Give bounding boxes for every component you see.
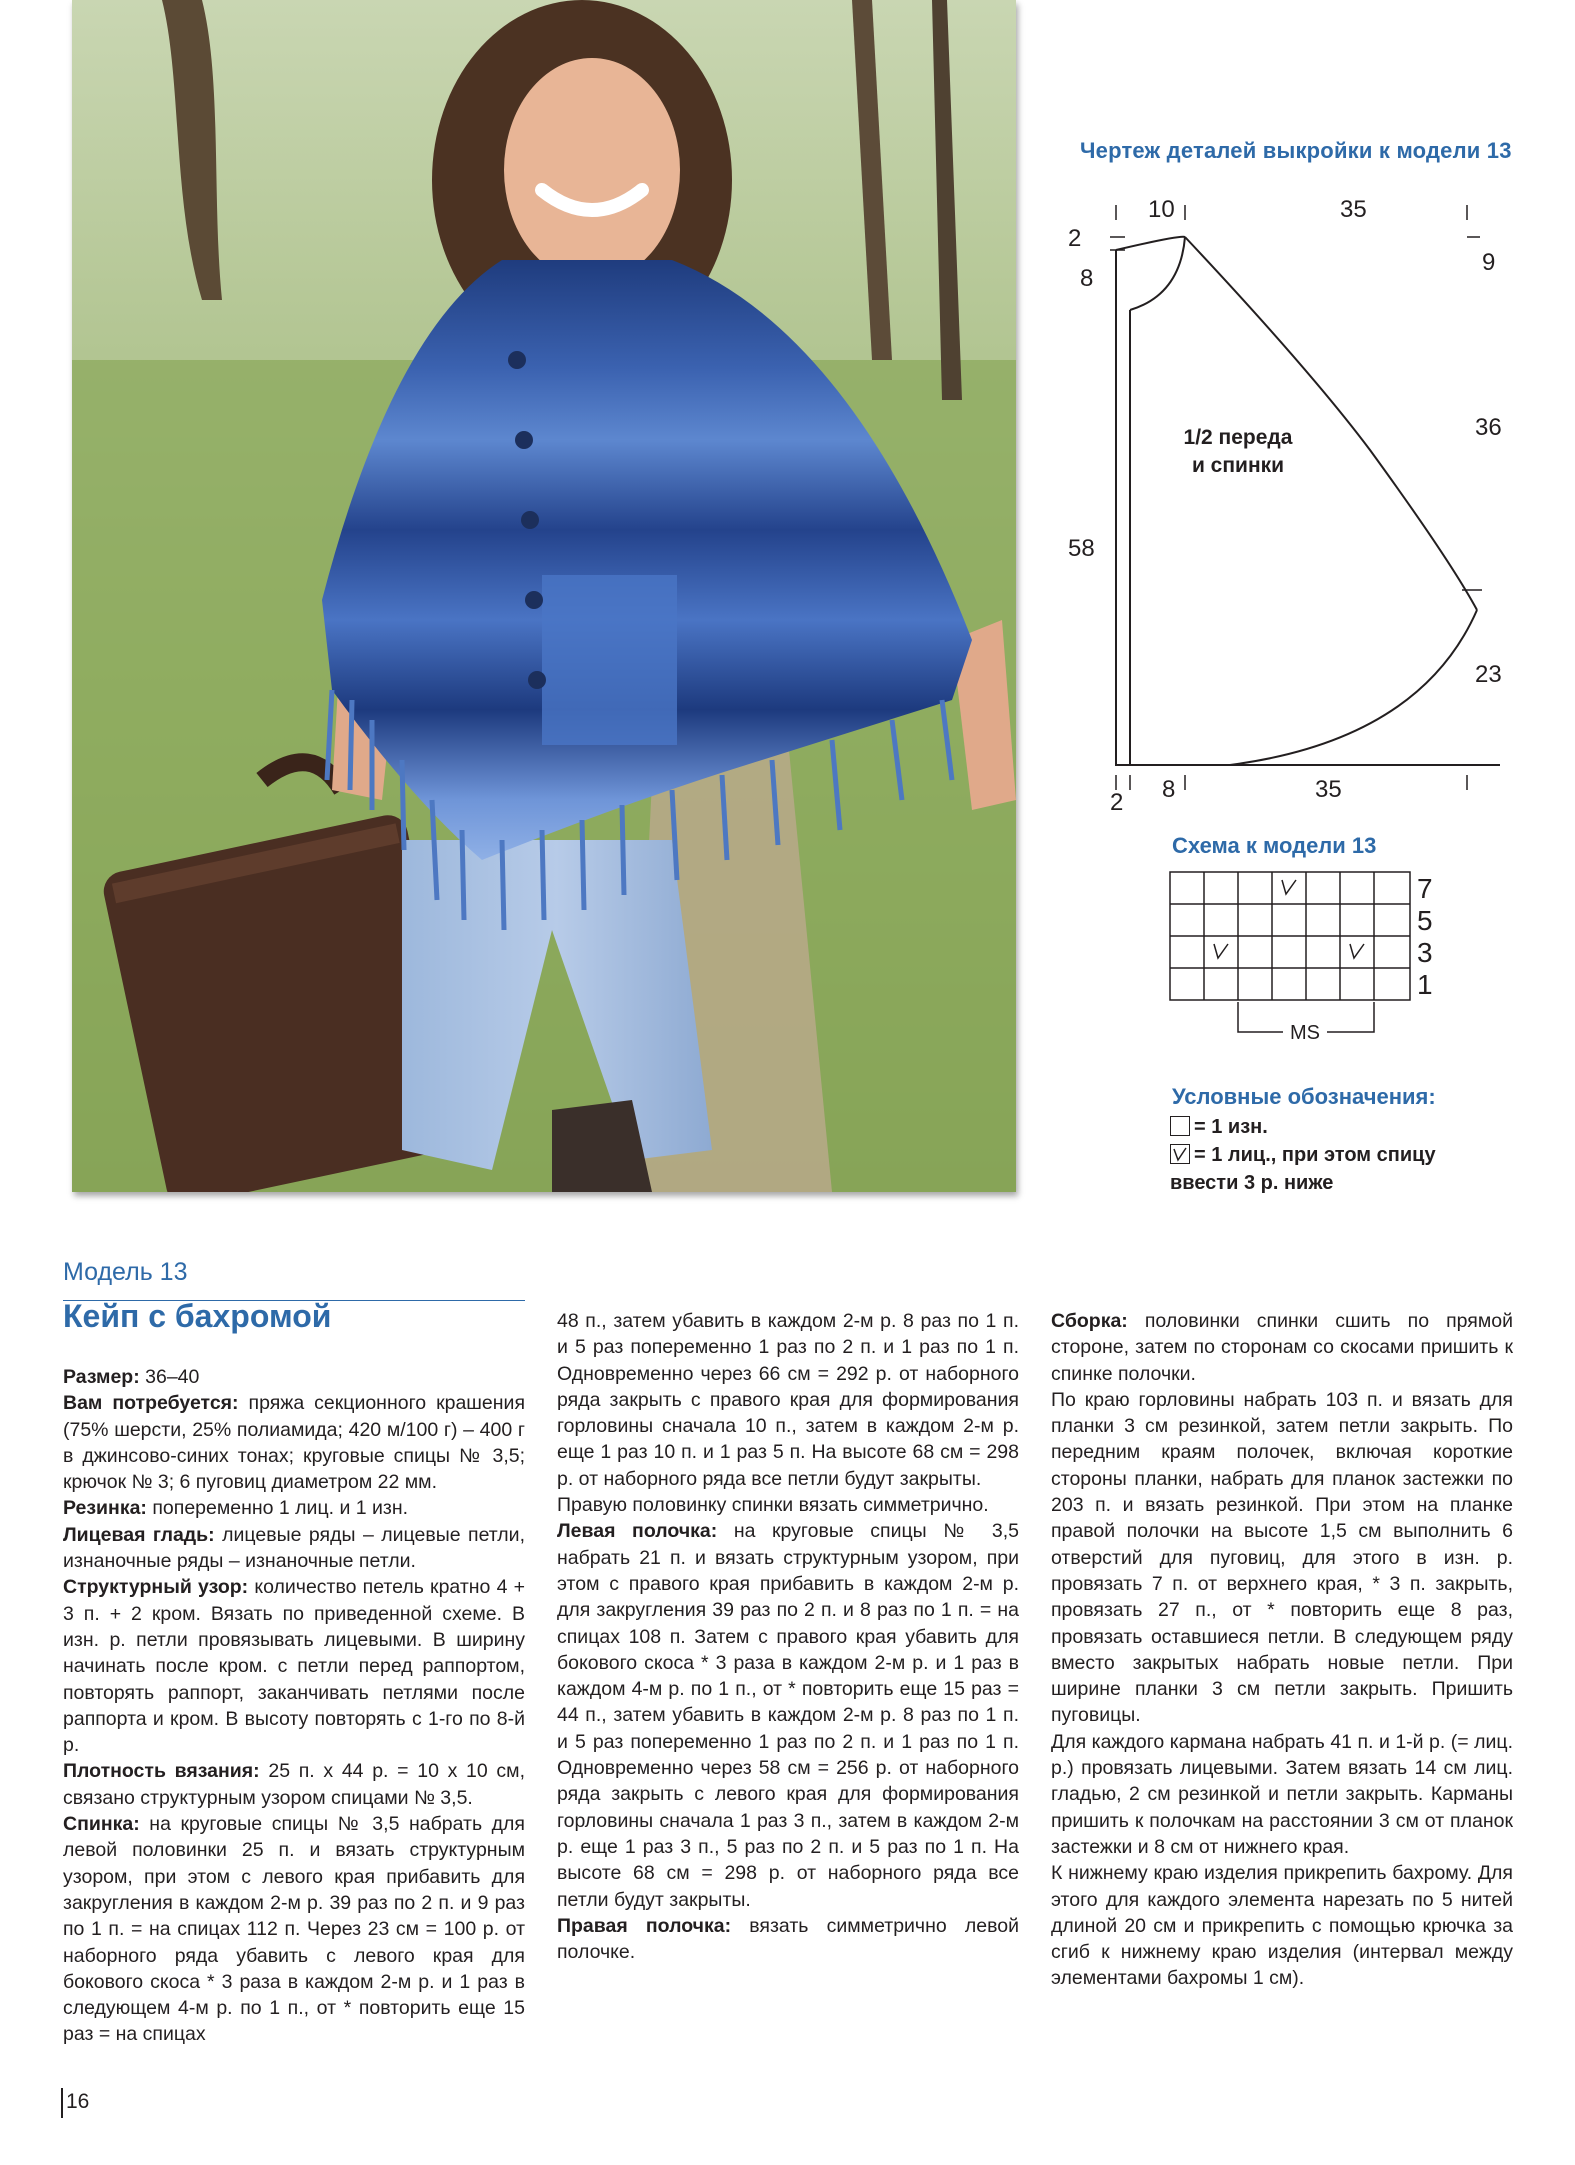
- legend-title: Условные обозначения:: [1172, 1084, 1436, 1109]
- text-column-1: [63, 1364, 525, 2048]
- paragraph: Сборка: половинки спинки сшить по прямой стороне, затем по сторонам со скосами пришить к спинке полочки.: [1051, 1310, 1513, 1385]
- paragraph: Правую половинку спинки вязать симметрично.: [557, 1494, 989, 1517]
- piece-label-2: и спинки: [1191, 454, 1285, 477]
- paragraph: Плотность вязания: 25 п. х 44 р. = 10 х 10 см, связано структурным узором спицами № 3,5.: [63, 1760, 525, 1809]
- model-photo: [72, 0, 1016, 1192]
- dim-left-a: 2: [1068, 225, 1082, 252]
- dim-left-total: 58: [1068, 535, 1095, 562]
- paragraph: Лицевая гладь: лицевые ряды – лицевые петли, изнаночные ряды – изнаночные петли.: [63, 1523, 525, 1573]
- stitch-schema: [1165, 862, 1455, 1057]
- paragraph: Вам потребуется: пряжа секционного крашения (75% шерсти, 25% полиамида; 420 м/100 г) – 400 г в джинсово-синих тонах; круговые спицы № 3,5; крючок № 3; 6 пуговиц диаметром 22 мм.: [63, 1392, 526, 1494]
- paragraph: 48 п., затем убавить в каждом 2-м р. 8 раз по 1 п. и 5 раз попеременно 1 раз по 2 п. и 1 раз по 1 п. Одновременно через 66 см = 292 р. от наборного ряда закрыть с правого края для формирования горловины сначала 10 п., затем в каждом 2-м р. еще 1 раз 10 п. и 1 раз 5 п. На высоте 68 см = 298 р. от наборного ряда все петли будут закрыты.: [557, 1310, 1019, 1490]
- schema-repeat-label: MS: [1290, 1022, 1320, 1044]
- dim-right-low: 23: [1475, 661, 1502, 688]
- purl-symbol-icon: [1170, 1116, 1190, 1136]
- dim-left-b: 8: [1080, 265, 1094, 292]
- dim-neck: 10: [1148, 196, 1175, 223]
- paragraph: Левая полочка: на круговые спицы № 3,5 набрать 21 п. и вязать структурным узором, при этом с правого края прибавить в каждом 2-м р. для закругления 39 раз по 2 п. и 8 раз по 1 п. = на спицах 108 п. Затем с правого края убавить для бокового скоса * 3 раза в каждом 2-м р. и 1 раз в каждом 4-м р. по 1 п., от * повторить еще 15 раз = 44 п., затем убавить в каждом 2-м р. 8 раз по 1 п. и 5 раз попеременно 1 раз по 2 п. и 1 раз по 1 п. Одновременно через 58 см = 256 р. от наборного ряда закрыть с левого края для формирования горловины сначала 1 раз 3 п., затем в каждом 2-м р. еще 1 раз 3 п., 5 раз по 2 п. и 5 раз по 1 п. На высоте 68 см = 298 р. от наборного ряда все петли будут закрыты.: [557, 1520, 1019, 1911]
- page-number-bar: [61, 2088, 63, 2118]
- knit-below-symbol-icon: [1170, 1144, 1190, 1164]
- paragraph: К нижнему краю изделия прикрепить бахрому. Для этого для каждого элемента нарезать по 5 нитей длиной 20 см и прикрепить с помощью крючка за сгиб к нижнему краю изделия (интервал между элементами бахромы 1 см).: [1051, 1862, 1513, 1990]
- schema-row-7: 7: [1417, 873, 1433, 904]
- paragraph: Размер: 36–40: [63, 1366, 200, 1388]
- dim-bottom-c: 35: [1315, 776, 1342, 803]
- schema-row-1: 1: [1417, 969, 1433, 1000]
- legend-knit-below-2: ввести 3 р. ниже: [1170, 1172, 1334, 1194]
- legend-knit-below: = 1 лиц., при этом спицу: [1170, 1144, 1436, 1167]
- paragraph: Спинка: на круговые спицы № 3,5 набрать для левой половинки 25 п. и вязать структурным узором, при этом с левого края прибавить для закругления в каждом 2-м р. 39 раз по 2 п. и 9 раз по 1 п. = на спицах 112 п. Через 23 см = 100 р. от наборного ряда убавить с левого края для бокового скоса * 3 раза в каждом 2-м р. и 1 раз в следующем 4-м р. по 1 п., от * повторить еще 15 раз = на спицах: [63, 1813, 525, 2046]
- paragraph: Структурный узор: количество петель кратно 4 + 3 п. + 2 кром. Вязать по приведенной схеме. В изн. р. петли провязывать лицевыми. В ширину начинать после кром. с петли перед раппортом, повторять раппорт, заканчивать петлями после раппорта и кром. В высоту повторять с 1-го по 8-й р.: [63, 1576, 525, 1757]
- model-label: Модель 13: [63, 1258, 188, 1286]
- paragraph: Резинка: попеременно 1 лиц. и 1 изн.: [63, 1497, 409, 1520]
- legend-purl: = 1 изн.: [1170, 1116, 1268, 1139]
- page-number: 16: [66, 2090, 90, 2113]
- dim-bottom-b: 8: [1162, 776, 1176, 803]
- text-column-3: [1051, 1308, 1513, 1992]
- dim-right-top: 9: [1482, 249, 1496, 276]
- paragraph: По краю горловины набрать 103 п. и вязать для планки 3 см резинкой, затем петли закрыть. По передним краям полочек, включая короткие стороны планки, набрать для планок застежки по 203 п. и вязать резинкой. При этом на планке правой полочки на высоте 1,5 см выполнить 6 отверстий для пуговиц, для этого в изн. р. провязать 7 п. от верхнего края, * 3 п. закрыть, провязать 27 п., от * повторить еще 8 раз, провязать оставшиеся петли. В следующем ряду вместо закрытых набрать новые петли. При ширине планки 3 см петли закрыть. Пришить пуговицы.: [1051, 1388, 1513, 1727]
- dim-bottom-a: 2: [1110, 789, 1124, 816]
- piece-label-1: 1/2 переда: [1183, 426, 1293, 449]
- pattern-drawing: [1050, 180, 1520, 820]
- schema-title: Схема к модели 13: [1172, 833, 1377, 858]
- pattern-title: Чертеж деталей выкройки к модели 13: [1080, 138, 1512, 163]
- schema-row-3: 3: [1417, 937, 1433, 968]
- paragraph: Правая полочка: вязать симметрично левой полочке.: [557, 1914, 1019, 1964]
- paragraph: Для каждого кармана набрать 41 п. и 1-й р. (= лиц. р.) провязать лицевыми. Затем вязать 14 см лиц. гладью, 2 см резинкой и петли закрыть. Карманы пришить к полочкам на расстоянии 3 см от планок застежки и 8 см от нижнего края.: [1051, 1730, 1513, 1858]
- dim-shoulder: 35: [1340, 196, 1367, 223]
- dim-right-mid: 36: [1475, 414, 1502, 441]
- schema-row-5: 5: [1417, 905, 1433, 936]
- text-column-2: [557, 1308, 1019, 1965]
- model-title: Кейп с бахромой: [63, 1298, 332, 1334]
